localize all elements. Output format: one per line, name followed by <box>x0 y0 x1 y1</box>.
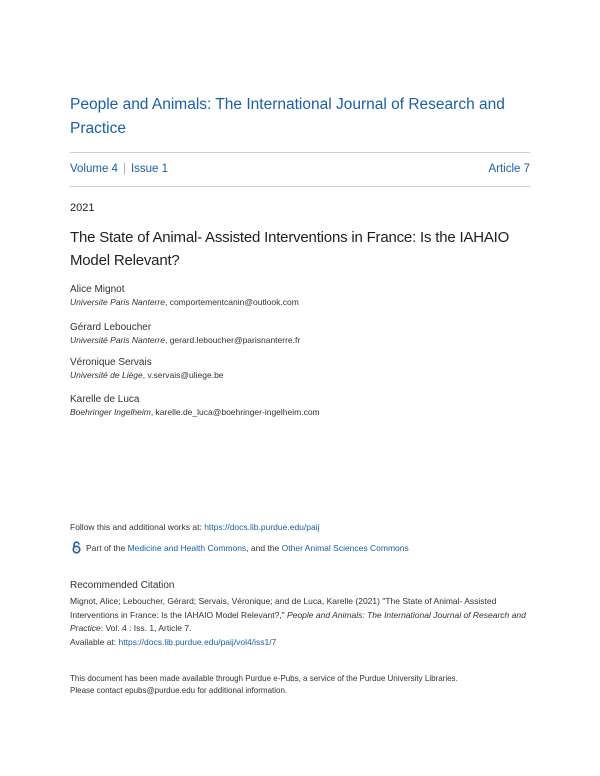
open-access-icon <box>70 541 83 554</box>
author-block <box>70 321 530 347</box>
article-link[interactable]: Article 7 <box>488 163 530 175</box>
available-prefix: Available at: <box>70 636 119 647</box>
partof-middle: , and the <box>246 542 280 553</box>
citation-text <box>70 595 530 649</box>
affiliation-name: Université Paris Nanterre <box>70 335 165 345</box>
author-name: Véronique Servais <box>70 357 152 368</box>
epubs-notice <box>70 673 530 696</box>
affiliation-name: Universite Paris Nanterre <box>70 297 165 307</box>
article-title: The State of Animal- Assisted Interventions in France: Is the IAHAIO Model Relevant? <box>70 229 510 269</box>
author-email: v.servais@uliege.be <box>147 370 224 380</box>
citation-body: Mignot, Alice; Leboucher, Gérard; Servais, Véronique; and de Luca, Karelle (2021) "The State of Animal- Assisted Interventions in France: Is the IAHAIO Model Relevant?," <box>70 596 497 620</box>
publication-year: 2021 <box>70 202 95 214</box>
medicine-health-commons-link[interactable]: Medicine and Health Commons <box>127 542 247 553</box>
follow-line <box>70 522 320 532</box>
affiliation-name: Boehringer Ingelheim <box>70 407 151 417</box>
journal-title[interactable]: People and Animals: The International Journal of Research and Practice <box>70 96 505 137</box>
bottom-divider <box>70 186 530 187</box>
follow-link[interactable]: https://docs.lib.purdue.edu/paij <box>204 522 320 532</box>
citation-journal: People and Animals: The International Journal of Research and Practice <box>70 609 526 633</box>
author-email: comportementcanin@outlook.com <box>169 297 299 307</box>
issue-meta <box>70 163 530 175</box>
notice-line: This document has been made available through Purdue e-Pubs, a service of the Purdue University Libraries. <box>70 674 458 683</box>
author-block <box>70 356 530 382</box>
author-email: karelle.de_luca@boehringer-ingelheim.com <box>155 407 320 417</box>
issue-link[interactable]: Issue 1 <box>130 163 169 175</box>
follow-prefix: Follow this and additional works at: <box>70 522 205 532</box>
partof-prefix: Part of the <box>86 542 126 553</box>
author-block <box>70 283 530 309</box>
other-animal-sciences-commons-link[interactable]: Other Animal Sciences Commons <box>281 542 409 553</box>
recommended-citation-heading: Recommended Citation <box>70 580 175 591</box>
notice-line: Please contact epubs@purdue.edu for additional information. <box>70 685 288 695</box>
top-divider <box>70 152 530 153</box>
volume-link[interactable]: Volume 4 <box>70 163 118 175</box>
author-affiliation: Université de Liège, v.servais@uliege.be <box>70 370 224 380</box>
part-of-line <box>70 541 409 554</box>
affiliation-name: Université de Liège <box>70 370 143 380</box>
author-affiliation: Université Paris Nanterre, gerard.leboucher@parisnanterre.fr <box>70 335 301 345</box>
citation-details: : Vol. 4 : Iss. 1, Article 7. <box>100 623 192 633</box>
author-email: gerard.leboucher@parisnanterre.fr <box>169 335 301 345</box>
author-affiliation: Universite Paris Nanterre, comportementcanin@outlook.com <box>70 297 299 307</box>
author-block <box>70 393 530 419</box>
author-name: Alice Mignot <box>70 284 125 295</box>
author-name: Gérard Leboucher <box>70 322 152 333</box>
author-name: Karelle de Luca <box>70 394 140 405</box>
author-affiliation: Boehringer Ingelheim, karelle.de_luca@boehringer-ingelheim.com <box>70 407 320 417</box>
citation-url-link[interactable]: https://docs.lib.purdue.edu/paij/vol4/iss1/7 <box>118 636 277 647</box>
meta-separator: | <box>122 163 126 175</box>
